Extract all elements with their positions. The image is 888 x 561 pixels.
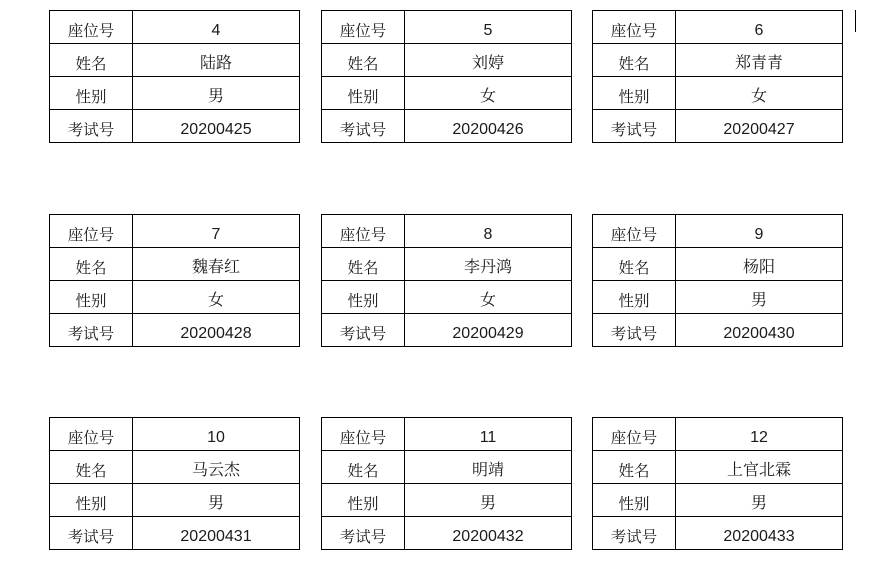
- exam-no-label: 考试号: [50, 517, 133, 550]
- name-row: [593, 451, 843, 484]
- seat-card: [592, 10, 843, 143]
- seat-row: [50, 418, 300, 451]
- gender-label: 性别: [50, 484, 133, 517]
- gender-value[interactable]: 男: [405, 484, 572, 517]
- seat-label: 座位号: [593, 215, 676, 248]
- seat-card: [49, 417, 300, 550]
- exam-no-label: 考试号: [322, 517, 405, 550]
- gender-value[interactable]: 男: [133, 77, 300, 110]
- gender-row: [593, 77, 843, 110]
- seat-label: 座位号: [50, 11, 133, 44]
- gender-label: 性别: [50, 281, 133, 314]
- name-label: 姓名: [322, 44, 405, 77]
- exam-no-label: 考试号: [322, 110, 405, 143]
- seat-value[interactable]: 4: [133, 11, 300, 44]
- exam-no-row: [593, 517, 843, 550]
- name-row: [593, 248, 843, 281]
- gender-row: [322, 484, 572, 517]
- exam-no-row: [50, 110, 300, 143]
- seat-card: [49, 10, 300, 143]
- exam-no-row: [322, 110, 572, 143]
- gender-row: [50, 484, 300, 517]
- exam-no-label: 考试号: [322, 314, 405, 347]
- name-label: 姓名: [50, 248, 133, 281]
- exam-no-label: 考试号: [593, 110, 676, 143]
- seat-label: 座位号: [50, 215, 133, 248]
- seat-value[interactable]: 7: [133, 215, 300, 248]
- exam-no-value[interactable]: 20200430: [676, 314, 843, 347]
- name-value[interactable]: 郑青青: [676, 44, 843, 77]
- seat-row: [322, 215, 572, 248]
- name-row: [322, 44, 572, 77]
- exam-no-value[interactable]: 20200425: [133, 110, 300, 143]
- exam-no-value[interactable]: 20200432: [405, 517, 572, 550]
- gender-row: [593, 281, 843, 314]
- seat-value[interactable]: 12: [676, 418, 843, 451]
- exam-no-value[interactable]: 20200427: [676, 110, 843, 143]
- gender-label: 性别: [50, 77, 133, 110]
- seat-row: [50, 215, 300, 248]
- seat-card: [321, 214, 572, 347]
- exam-no-value[interactable]: 20200429: [405, 314, 572, 347]
- exam-no-row: [322, 314, 572, 347]
- gender-value[interactable]: 女: [133, 281, 300, 314]
- name-label: 姓名: [593, 44, 676, 77]
- seat-row: [322, 11, 572, 44]
- seat-value[interactable]: 10: [133, 418, 300, 451]
- exam-no-value[interactable]: 20200428: [133, 314, 300, 347]
- gender-label: 性别: [593, 281, 676, 314]
- seat-value[interactable]: 9: [676, 215, 843, 248]
- exam-no-label: 考试号: [50, 314, 133, 347]
- seat-value[interactable]: 8: [405, 215, 572, 248]
- gender-value[interactable]: 女: [405, 77, 572, 110]
- gender-label: 性别: [322, 484, 405, 517]
- exam-no-label: 考试号: [593, 314, 676, 347]
- seat-row: [322, 418, 572, 451]
- name-row: [322, 451, 572, 484]
- exam-no-label: 考试号: [50, 110, 133, 143]
- gender-label: 性别: [322, 77, 405, 110]
- seat-value[interactable]: 6: [676, 11, 843, 44]
- name-value[interactable]: 明靖: [405, 451, 572, 484]
- name-row: [322, 248, 572, 281]
- gender-row: [50, 281, 300, 314]
- seat-label: 座位号: [593, 418, 676, 451]
- gender-label: 性别: [593, 484, 676, 517]
- exam-no-row: [50, 517, 300, 550]
- name-value[interactable]: 马云杰: [133, 451, 300, 484]
- exam-no-row: [50, 314, 300, 347]
- seat-card: [321, 10, 572, 143]
- name-row: [593, 44, 843, 77]
- name-label: 姓名: [593, 451, 676, 484]
- seat-label: 座位号: [322, 11, 405, 44]
- name-label: 姓名: [50, 451, 133, 484]
- name-value[interactable]: 上官北霖: [676, 451, 843, 484]
- name-row: [50, 451, 300, 484]
- gender-row: [322, 77, 572, 110]
- gender-label: 性别: [322, 281, 405, 314]
- seat-row: [593, 11, 843, 44]
- name-value[interactable]: 魏春红: [133, 248, 300, 281]
- gender-row: [593, 484, 843, 517]
- seat-value[interactable]: 5: [405, 11, 572, 44]
- seat-label: 座位号: [593, 11, 676, 44]
- gender-value[interactable]: 男: [676, 484, 843, 517]
- exam-no-row: [322, 517, 572, 550]
- seat-card: [321, 417, 572, 550]
- exam-no-row: [593, 110, 843, 143]
- name-row: [50, 248, 300, 281]
- seat-label: 座位号: [322, 215, 405, 248]
- exam-no-label: 考试号: [593, 517, 676, 550]
- gender-value[interactable]: 男: [676, 281, 843, 314]
- seat-label: 座位号: [322, 418, 405, 451]
- name-label: 姓名: [322, 451, 405, 484]
- seat-row: [593, 215, 843, 248]
- exam-no-value[interactable]: 20200433: [676, 517, 843, 550]
- name-label: 姓名: [593, 248, 676, 281]
- seat-row: [50, 11, 300, 44]
- exam-no-value[interactable]: 20200431: [133, 517, 300, 550]
- text-cursor: [855, 10, 856, 32]
- name-label: 姓名: [50, 44, 133, 77]
- seat-card: [592, 417, 843, 550]
- gender-row: [50, 77, 300, 110]
- gender-value[interactable]: 女: [676, 77, 843, 110]
- seat-label: 座位号: [50, 418, 133, 451]
- gender-value[interactable]: 女: [405, 281, 572, 314]
- name-value[interactable]: 李丹鸿: [405, 248, 572, 281]
- name-value[interactable]: 杨阳: [676, 248, 843, 281]
- seat-card: [592, 214, 843, 347]
- gender-label: 性别: [593, 77, 676, 110]
- seat-value[interactable]: 11: [405, 418, 572, 451]
- gender-value[interactable]: 男: [133, 484, 300, 517]
- seat-row: [593, 418, 843, 451]
- seat-card: [49, 214, 300, 347]
- name-row: [50, 44, 300, 77]
- name-value[interactable]: 刘婷: [405, 44, 572, 77]
- exam-no-value[interactable]: 20200426: [405, 110, 572, 143]
- exam-no-row: [593, 314, 843, 347]
- name-value[interactable]: 陆路: [133, 44, 300, 77]
- gender-row: [322, 281, 572, 314]
- name-label: 姓名: [322, 248, 405, 281]
